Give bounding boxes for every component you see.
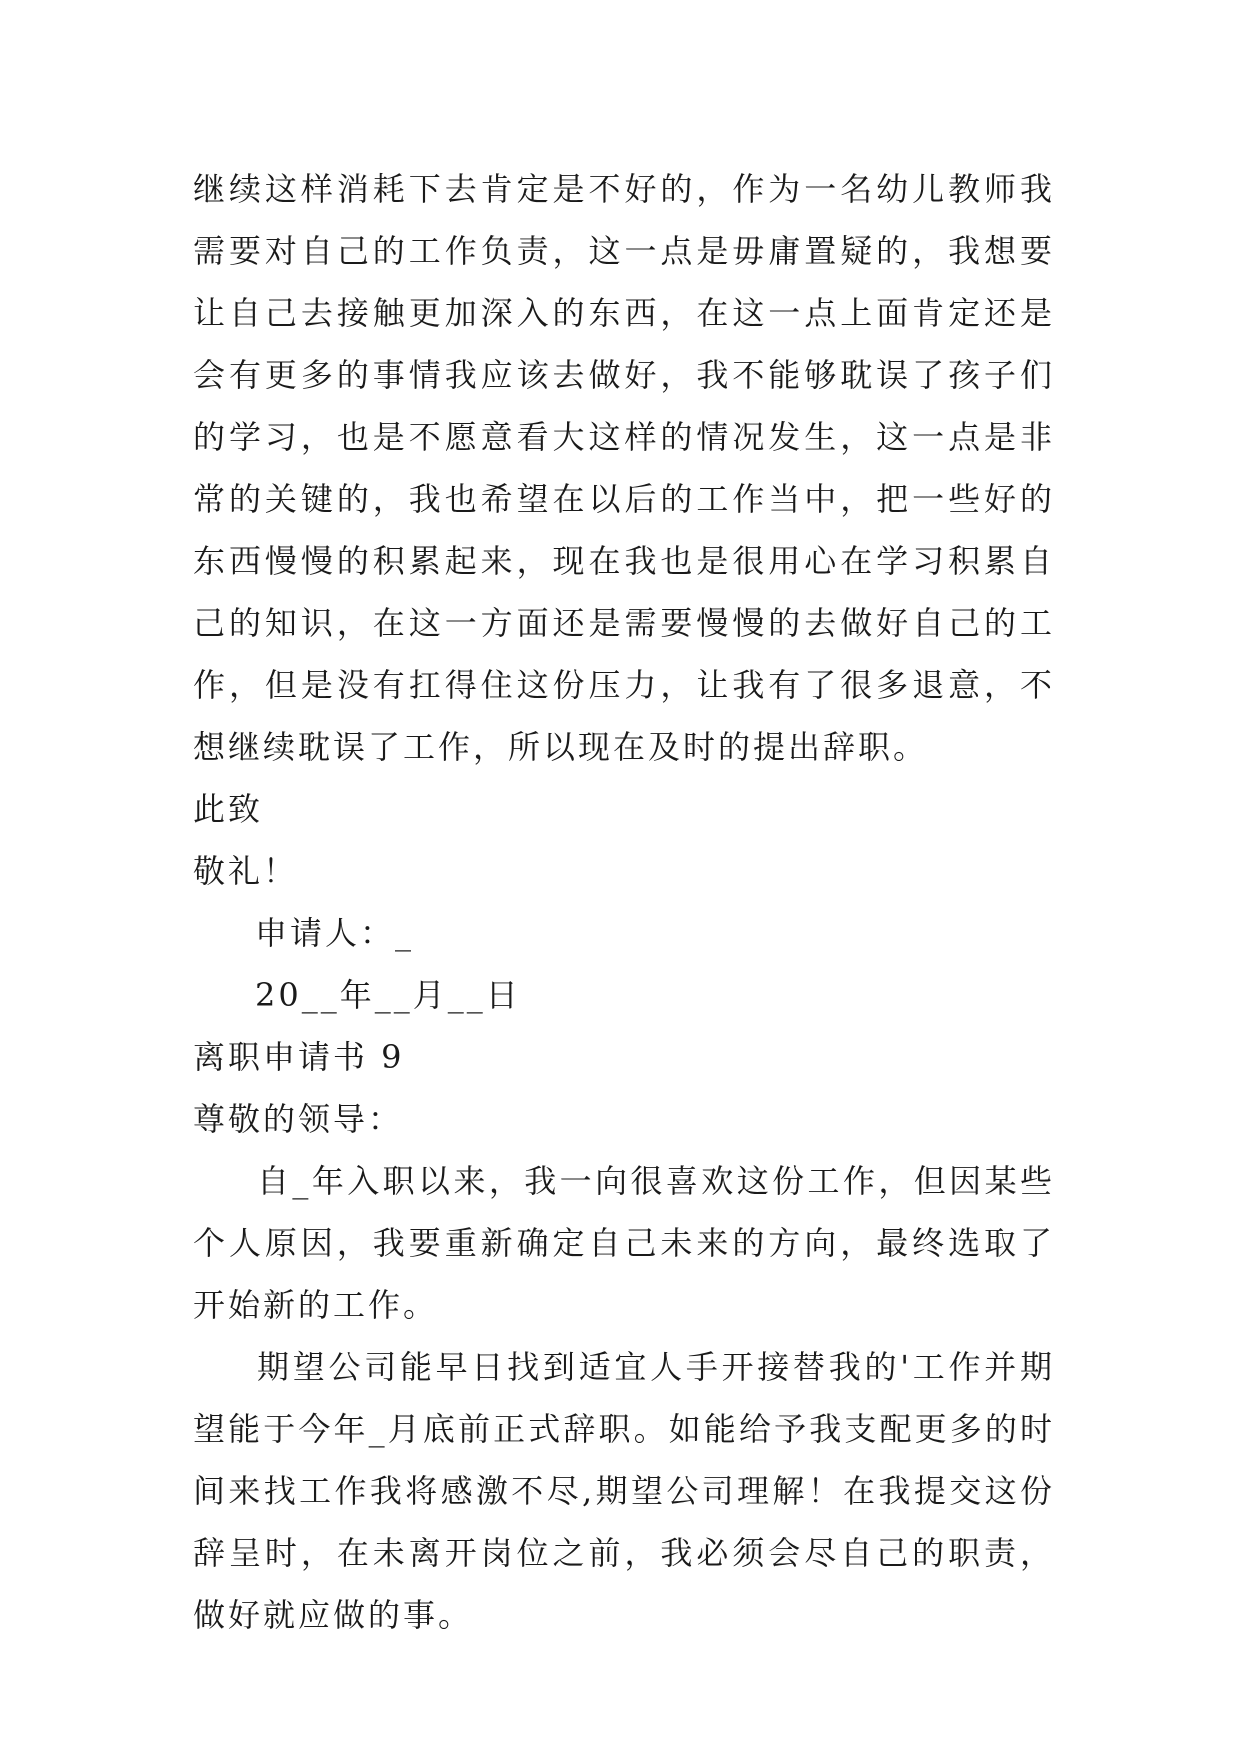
date-line: 20__年__月__日 bbox=[255, 976, 521, 1014]
body-paragraph: 自_年入职以来，我一向很喜欢这份工作，但因某些个人原因，我要重新确定自己未来的方向，最终选取了开始新的工作。 bbox=[193, 1162, 1055, 1324]
section-title: 离职申请书 9 bbox=[193, 1038, 405, 1076]
body-paragraph: 继续这样消耗下去肯定是不好的，作为一名幼儿教师我需要对自己的工作负责，这一点是毋庸置疑的，我想要让自己去接触更加深入的东西，在这一点上面肯定还是会有更多的事情我应该去做好，我不能够耽误了孩子们的学习，也是不愿意看大这样的情况发生，这一点是非常的关键的，我也希望在以后的工作当中，把一些好的东西慢慢的积累起来，现在我也是很用心在学习积累自己的知识，在这一方面还是需要慢慢的去做好自己的工作，但是没有扛得住这份压力，让我有了很多退意，不想继续耽误了工作，所以现在及时的提出辞职。 bbox=[193, 170, 1055, 766]
document-page bbox=[193, 158, 1055, 1646]
closing-phrase: 此致 bbox=[193, 790, 264, 828]
closing-salute: 敬礼！ bbox=[193, 852, 299, 890]
applicant-line: 申请人：_ bbox=[255, 914, 415, 952]
body-paragraph: 期望公司能早日找到适宜人手开接替我的'工作并期望能于今年_月底前正式辞职。如能给予我支配更多的时间来找工作我将感激不尽,期望公司理解！在我提交这份辞呈时，在未离开岗位之前，我必须会尽自己的职责，做好就应做的事。 bbox=[193, 1348, 1055, 1634]
salutation: 尊敬的领导： bbox=[193, 1100, 404, 1138]
